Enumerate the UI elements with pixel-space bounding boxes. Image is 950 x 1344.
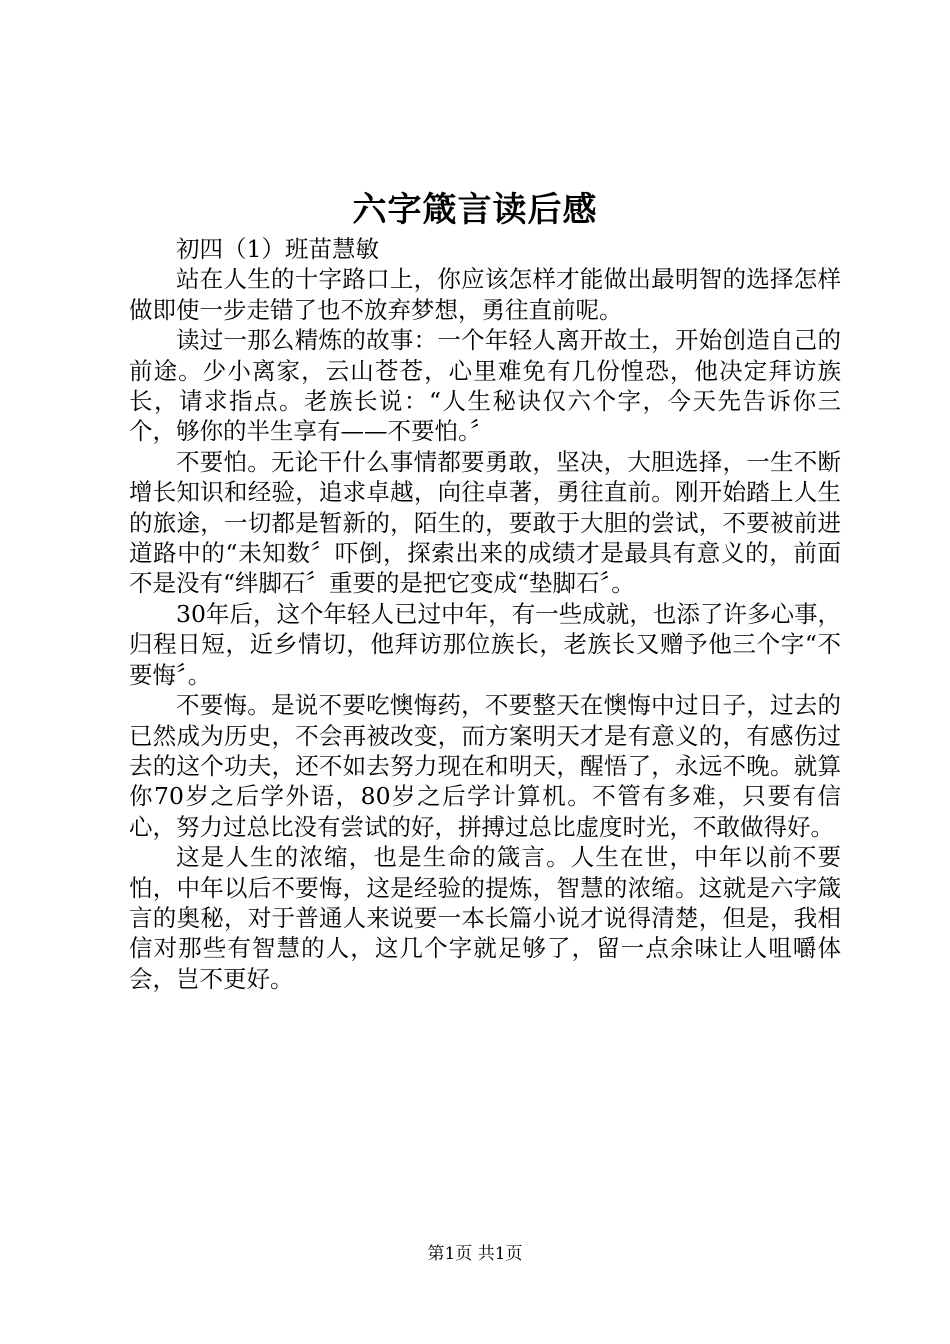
author-line: 初四（1）班苗慧敏 [176, 235, 379, 263]
paragraph: 不要悔。是说不要吃懊悔药，不要整天在懊悔中过日子，过去的已然成为历史，不会再被改变，而方案明天才是有意义的，有感伤过去的这个功夫，还不如去努力现在和明天，醒悟了，永远不晚。就算你70岁之后学外语，80岁之后学计算机。不管有多难，只要有信心，努力过总比没有尝试的好，拼搏过总比虚度时光，不敢做得好。 [129, 691, 841, 841]
document-title: 六字箴言读后感 [352, 190, 598, 230]
paragraph: 这是人生的浓缩，也是生命的箴言。人生在世，中年以前不要怕，中年以后不要悔，这是经验的提炼，智慧的浓缩。这就是六字箴言的奥秘，对于普通人来说要一本长篇小说才说得清楚，但是，我相信对那些有智慧的人，这几个字就足够了，留一点余味让人咀嚼体会，岂不更好。 [129, 843, 841, 993]
document-body [129, 234, 841, 994]
page-footer: 第1页 共1页 [427, 1244, 523, 1264]
paragraph: 站在人生的十字路口上，你应该怎样才能做出最明智的选择怎样做即使一步走错了也不放弃梦想，勇往直前呢。 [129, 265, 841, 324]
paragraph: 不要怕。无论干什么事情都要勇敢，坚决，大胆选择，一生不断增长知识和经验，追求卓越，向往卓著，勇往直前。刚开始踏上人生的旅途，一切都是暂新的，陌生的，要敢于大胆的尝试，不要被前进道路中的“未知数〞吓倒，探索出来的成绩才是最具有意义的，前面不是没有“绊脚石〞重要的是把它变成“垫脚石〞。 [129, 447, 841, 598]
paragraph: 读过一那么精炼的故事：一个年轻人离开故土，开始创造自己的前途。少小离家，云山苍苍，心里难免有几份惶恐，他决定拜访族长，请求指点。老族长说：“人生秘诀仅六个字，今天先告诉你三个，够你的半生享有——不要怕。〞 [129, 326, 841, 446]
paragraph: 30年后，这个年轻人已过中年，有一些成就，也添了许多心事，归程日短，近乡情切，他拜访那位族长，老族长又赠予他三个字“不要悔〞。 [129, 599, 841, 689]
